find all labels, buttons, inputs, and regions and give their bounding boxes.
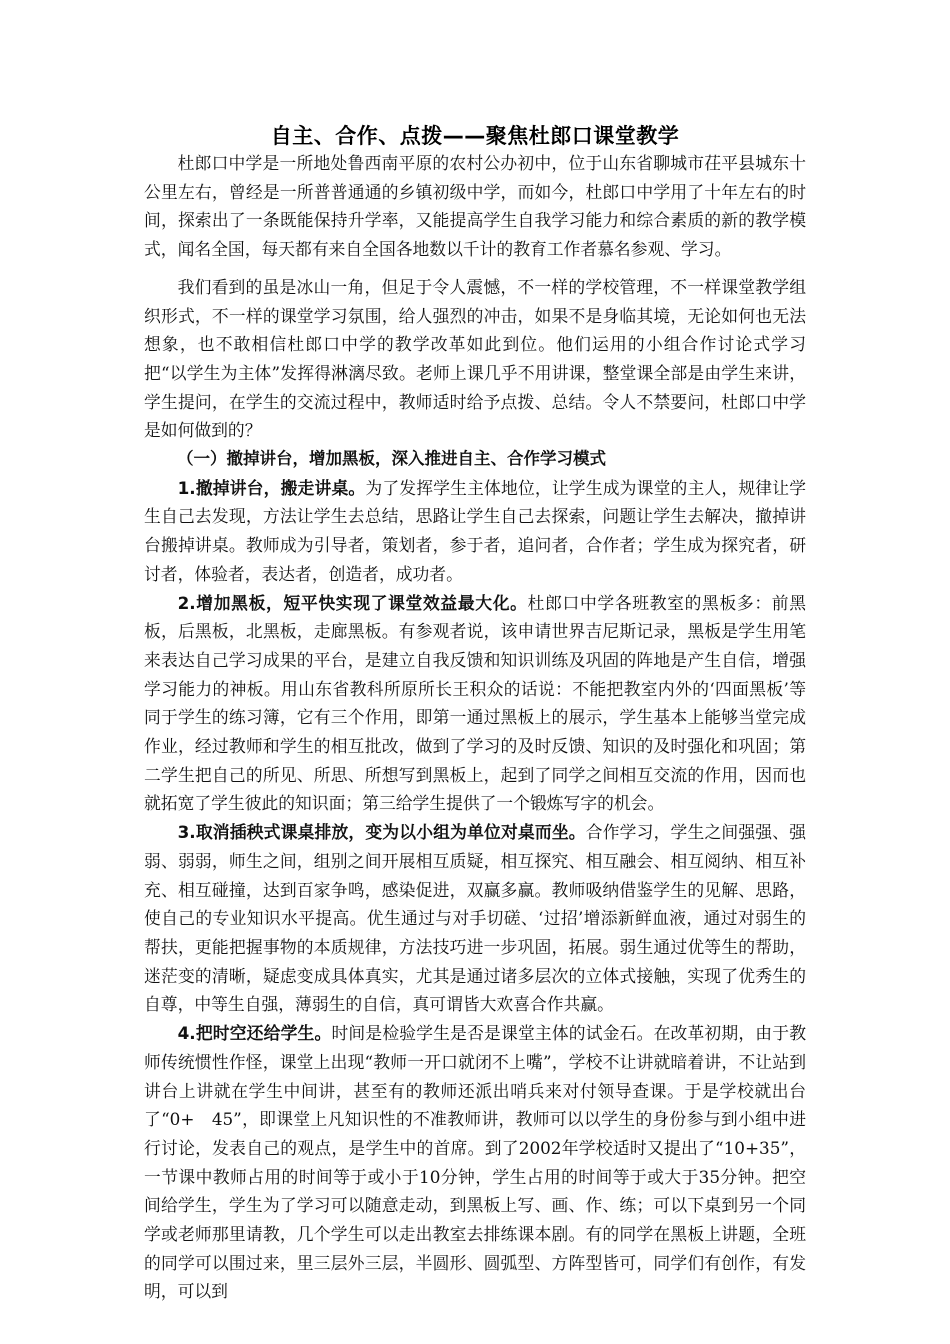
section-item-3-text: 合作学习，学生之间强强、强弱、弱弱，师生之间，组别之间开展相互质疑，相互探究、相互融会、相互阅纳、相互补充、相互碰撞，达到百家争鸣，感染促进，双赢多赢。教师吸纳借鉴学生的见解、思路，使自己的专业知识水平提高。优生通过与对手切磋、‘过招’增添新鲜血液，通过对弱生的帮扶，更能把握事物的本质规律，方法技巧进一步巩固，拓展。弱生通过优等生的帮助，迷茫变的清晰，疑虑变成具体真实，尤其是通过诸多层次的立体式接触，实现了优秀生的自尊，中等生自强，薄弱生的自信，真可谓皆大欢喜合作共赢。 <box>144 822 806 1015</box>
intro-paragraph: 杜郎口中学是一所地处鲁西南平原的农村公办初中，位于山东省聊城市茌平县城东十公里左右，曾经是一所普普通通的乡镇初级中学，而如今，杜郎口中学用了十年左右的时间，探索出了一条既能保持升学率，又能提高学生自我学习能力和综合素质的新的教学模式，闻名全国，每天都有来自全国各地数以千计的教育工作者慕名参观、学习。 <box>144 153 806 260</box>
document-title: 自主、合作、点拨——聚焦杜郎口课堂教学 <box>270 124 680 148</box>
section-item-1-lead: 1.撤掉讲台，搬走讲桌。 <box>177 477 366 498</box>
section-item-2-text: 杜郎口中学各班教室的黑板多：前黑板，后黑板，北黑板，走廊黑板。有参观者说，该申请世界吉尼斯记录，黑板是学生用笔来表达自己学习成果的平台，是建立自我反馈和知识训练及巩固的阵地是产生自信，增强学习能力的神板。用山东省教科所原所长王积众的话说：不能把教室内外的‘四面黑板’等同于学生的练习簿，它有三个作用，即第一通过黑板上的展示，学生基本上能够当堂完成作业，经过教师和学生的相互批改，做到了学习的及时反馈、知识的及时强化和巩固；第二学生把自己的所见、所思、所想写到黑板上，起到了同学之间相互交流的作用，因而也就拓宽了学生彼此的知识面；第三给学生提供了一个锻炼写字的机会。 <box>144 592 806 814</box>
section-item-2-lead: 2.增加黑板，短平快实现了课堂效益最大化。 <box>177 592 528 613</box>
section-item-2 <box>144 589 806 819</box>
section-heading: （一）撤掉讲台，增加黑板，深入推进自主、合作学习模式 <box>177 449 606 469</box>
section-item-3-lead: 3.取消插秧式课桌排放，变为以小组为单位对桌而坐。 <box>177 822 586 843</box>
section-item-4-text: 时间是检验学生是否是课堂主体的试金石。在改革初期，由于教师传统惯性作怪，课堂上出现“教师一开口就闭不上嘴”，学校不让讲就暗着讲，不让站到讲台上讲就在学生中间讲，甚至有的教师还派出哨兵来对付领导查课。于是学校就出台了“0+ 45”，即课堂上凡知识性的不准教师讲，教师可以以学生的身份参与到小组中进行讨论，发表自己的观点，是学生中的首席。到了2002年学校适时又提出了“10+35”，一节课中教师占用的时间等于或小于10分钟，学生占用的时间等于或大于35分钟。把空间给学生，学生为了学习可以随意走动，到黑板上写、画、作、练；可以下桌到另一个同学或老师那里请教，几个学生可以走出教室去排练课本剧。有的同学在黑板上讲题，全班的同学可以围过来，里三层外三层，半圆形、圆弧型、方阵型皆可，同学们有创作，有发明，可以到 <box>144 1023 806 1302</box>
observation-paragraph: 我们看到的虽是冰山一角，但足于令人震憾，不一样的学校管理，不一样课堂教学组织形式，不一样的课堂学习氛围，给人强烈的冲击，如果不是身临其境，无论如何也无法想象，也不敢相信杜郎口中学的教学改革如此到位。他们运用的小组合作讨论式学习把“以学生为主体”发挥得淋漓尽致。老师上课几乎不用讲课，整堂课全部是由学生来讲，学生提问，在学生的交流过程中，教师适时给予点拨、总结。令人不禁要问，杜郎口中学是如何做到的？ <box>144 276 806 441</box>
section-item-1-text: 为了发挥学生主体地位，让学生成为课堂的主人，规律让学生自己去发现，方法让学生去总结，思路让学生自己去探索，问题让学生去解决，撤掉讲台搬掉讲桌。教师成为引导者，策划者，参于者，追问者，合作者；学生成为探究者，研讨者，体验者，表达者，创造者，成功者。 <box>144 477 806 584</box>
document-body <box>144 123 806 1306</box>
section-item-4-lead: 4.把时空还给学生。 <box>177 1023 332 1044</box>
section-item-4 <box>144 1019 806 1306</box>
section-item-1 <box>144 474 806 589</box>
section-item-3 <box>144 818 806 1019</box>
